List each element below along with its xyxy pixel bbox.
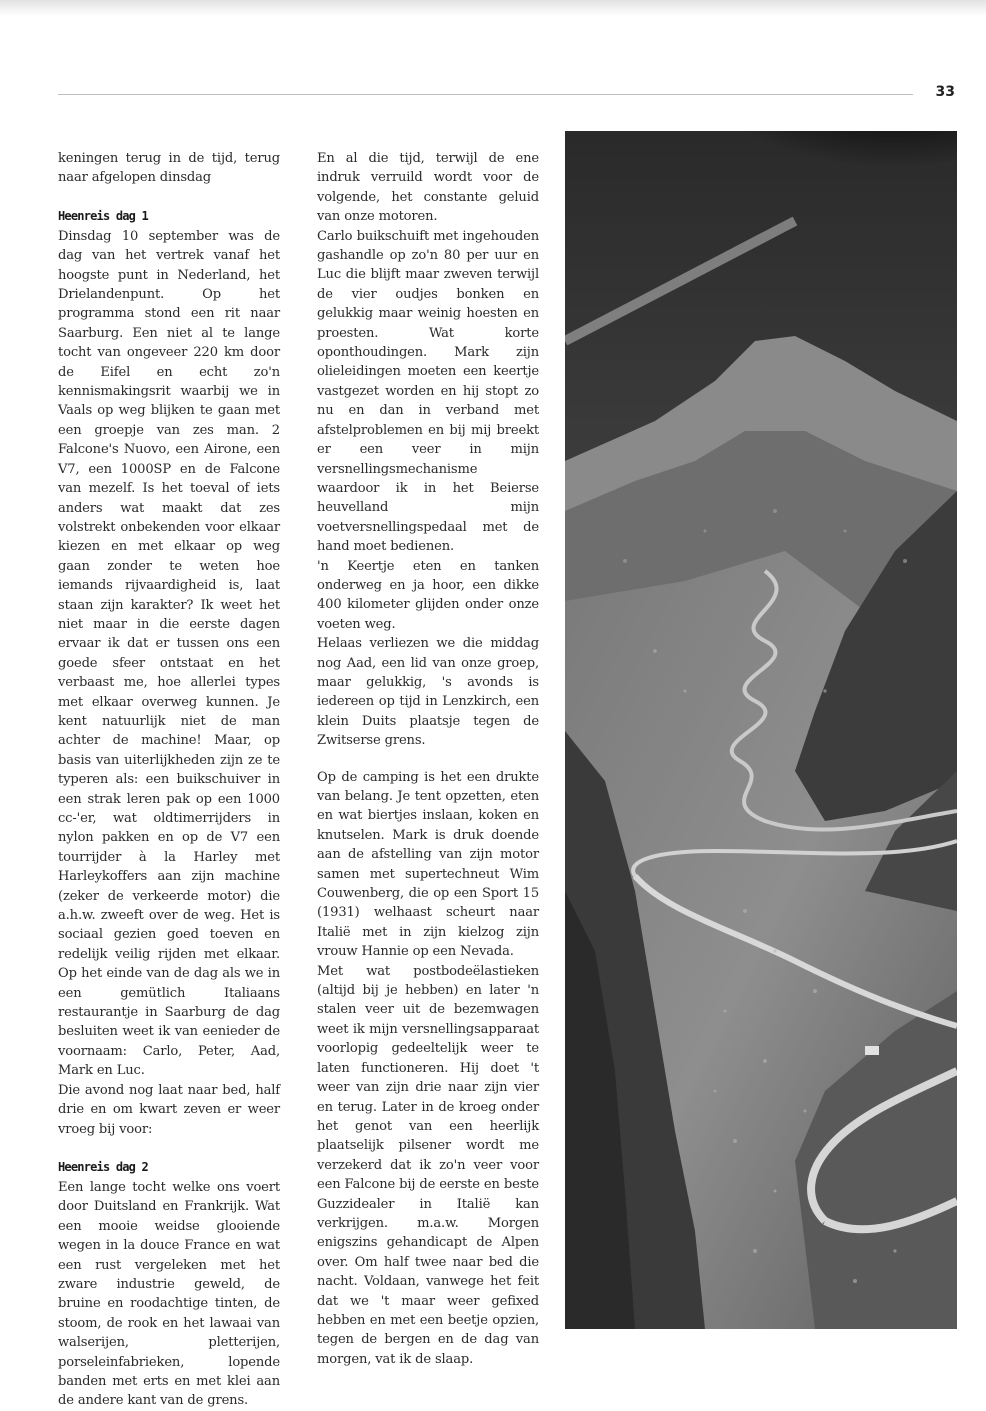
paragraph: Die avond nog laat naar bed, half drie en om kwart zeven er weer vroeg bij voor: [58, 1082, 280, 1137]
page-number: 33 [935, 84, 955, 100]
middle-column [317, 149, 539, 1369]
paragraph: Een lange tocht welke ons voert door Duitsland en Frankrijk. Wat een mooie weidse glooiende wegen in la douce France en wat een rust vergeleken met het zware industrie geweld, de bruine en roodachtige tinten, de stoom, de rook en het lawaai van walserijen, pletterijen, porseleinfabrieken, lopende banden met erts en met klei aan de andere kant van de grens. [58, 1179, 280, 1409]
mountain-pass-photo [565, 131, 957, 1329]
section-heading-day-1: Heenreis dag 1 [58, 208, 148, 223]
left-column [58, 149, 280, 1411]
paragraph: En al die tijd, terwijl de ene indruk verruild wordt voor de volgende, het constante geluid van onze motoren. [317, 151, 539, 225]
paragraph: 'n Keertje eten en tanken onderweg en ja hoor, een dikke 400 kilometer glijden onder onze voeten weg. [317, 558, 539, 632]
paragraph: Met wat postbodeëlastieken (altijd bij je hebben) en later 'n stalen veer uit de bezemwagen weet ik mijn versnellingsapparaat voorlopig gedeeltelijk weer te laten functioneren. Hij doet 't weer van zijn drie naar zijn vier en terug. Later in de kroeg onder het genot van een heerlijk plaatselijk pilsener wordt me verzekerd dat ik zo'n veer voor een Falcone bij de eerste en beste Guzzidealer in Italië kan verkrijgen. m.a.w. Morgen enigszins gehandicapt de Alpen over. Om half twee naar bed die nacht. Voldaan, vanwege het feit dat we 't maar weer gefixed hebben en met een beetje opzien, tegen de bergen en de dag van morgen, vat ik de slaap. [317, 963, 539, 1367]
intro-paragraph: keningen terug in de tijd, terug naar afgelopen dinsdag [58, 151, 280, 186]
paragraph: Helaas verliezen we die middag nog Aad, een lid van onze groep, maar gelukkig, 's avonds is iedereen op tijd in Lenzkirch, een klein Duits plaatsje tegen de Zwitserse grens. [317, 636, 539, 749]
paragraph: Carlo buikschuift met ingehouden gashandle op zo'n 80 per uur en Luc die blijft maar zweven terwijl de vier oudjes bonken en gelukkig maar weinig hoesten en proesten. Wat korte oponthoudingen. Mark zijn olieleidingen moeten een keertje vastgezet worden en hij stopt zo nu en dan in verband met afstelproblemen en bij mij breekt er een veer in mijn versnellingsmechanisme waardoor ik in het Beierse heuvelland mijn voetversnellingspedaal met de hand moet bedienen. [317, 228, 539, 555]
paragraph: Dinsdag 10 september was de dag van het vertrek vanaf het hoogste punt in Nederland, het Drielandenpunt. Op het programma stond een rit naar Saarburg. Een niet al te lange tocht van ongeveer 220 km door de Eifel en echt zo'n kennismakingsrit waarbij we in Vaals op weg blijken te gaan met een groepje van zes man. 2 Falcone's Nuovo, een Airone, een V7, een 1000SP en de Falcone van mezelf. Is het toeval of iets anders wat maakt dat zes volstrekt onbekenden voor elkaar kiezen en met elkaar op weg gaan zonder te weten hoe iemands rijvaardigheid is, laat staan zijn karakter? Ik weet het niet maar in die eerste dagen ervaar ik dat er tussen ons een goede sfeer ontstaat en het verbaast me, hoe allerlei types met elkaar overweg kunnen. Je kent natuurlijk niet de man achter de machine! Maar, op basis van uiterlijkheden zijn ze te typeren als: een buikschuiver in een strak leren pak op een 1000 cc-'er, wat oldtimerrijders in nylon pakken en op de V7 een tourrijder à la Harley met Harleykoffers aan zijn machine (zeker de verkeerde motor) die a.h.w. zweeft over de weg. Het is sociaal gezien goed toeven en redelijk veilig rijden met elkaar. Op het einde van de dag als we in een gemütlich Italiaans restaurantje in Saarburg de dag besluiten weet ik van eenieder de voornaam: Carlo, Peter, Aad, Mark en Luc. [58, 228, 280, 1079]
scan-edge [0, 0, 986, 16]
section-heading-day-2: Heenreis dag 2 [58, 1159, 148, 1174]
header-rule [58, 94, 913, 95]
paragraph: Op de camping is het een drukte van belang. Je tent opzetten, eten en wat biertjes inslaan, koken en knutselen. Mark is druk doende aan de afstelling van zijn motor samen met supertechneut Wim Couwenberg, die op een Sport 15 (1931) welhaast scheurt naar Italië met in zijn kielzog zijn vrouw Hannie op een Nevada. [317, 769, 539, 960]
